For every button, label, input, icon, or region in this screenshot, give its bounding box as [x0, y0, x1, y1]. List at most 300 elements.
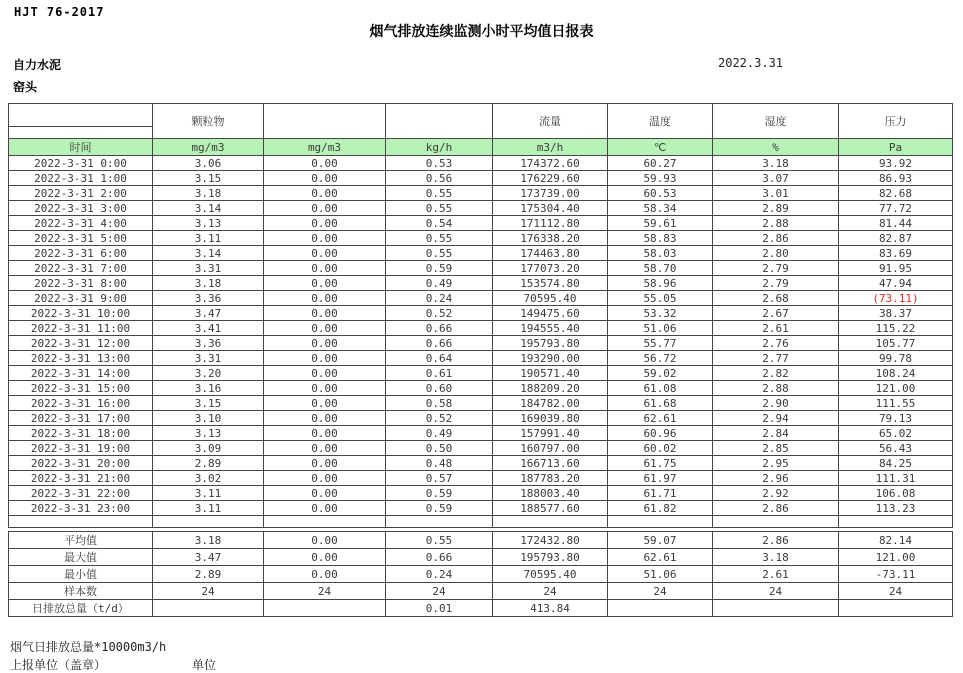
value-cell: 188209.20	[493, 381, 608, 396]
value-cell: 0.55	[386, 186, 493, 201]
summary-value-cell: 3.18	[713, 549, 839, 566]
summary-value-cell	[713, 600, 839, 617]
summary-value-cell	[839, 600, 953, 617]
value-cell: 2.96	[713, 471, 839, 486]
value-cell: 3.01	[713, 186, 839, 201]
value-cell: 0.57	[386, 471, 493, 486]
value-cell: 0.55	[386, 201, 493, 216]
value-cell: 0.24	[386, 291, 493, 306]
value-cell: 108.24	[839, 366, 953, 381]
value-cell: 174372.60	[493, 156, 608, 171]
table-row	[9, 501, 953, 516]
value-cell: 113.23	[839, 501, 953, 516]
value-cell: 2.94	[713, 411, 839, 426]
time-cell: 2022-3-31 9:00	[9, 291, 153, 306]
summary-value-cell	[264, 600, 386, 617]
value-cell: 0.55	[386, 231, 493, 246]
value-cell: 56.72	[608, 351, 713, 366]
summary-value-cell: 2.61	[713, 566, 839, 583]
value-cell: 3.02	[153, 471, 264, 486]
value-cell: 0.00	[264, 351, 386, 366]
empty-cell	[9, 516, 153, 528]
value-cell: 58.03	[608, 246, 713, 261]
value-cell: 153574.80	[493, 276, 608, 291]
value-cell: 0.00	[264, 216, 386, 231]
time-cell: 2022-3-31 2:00	[9, 186, 153, 201]
empty-cell	[264, 516, 386, 528]
value-cell: 105.77	[839, 336, 953, 351]
empty-cell	[713, 516, 839, 528]
value-cell: 3.31	[153, 261, 264, 276]
value-cell: 3.10	[153, 411, 264, 426]
table-row	[9, 321, 953, 336]
summary-value-cell: 0.66	[386, 549, 493, 566]
group-header-empty-cell	[386, 104, 493, 139]
value-cell: 171112.80	[493, 216, 608, 231]
summary-value-cell: 121.00	[839, 549, 953, 566]
summary-label-cell: 最大值	[9, 549, 153, 566]
value-cell: 173739.00	[493, 186, 608, 201]
table-row	[9, 396, 953, 411]
value-cell: 195793.80	[493, 336, 608, 351]
summary-value-cell: 59.07	[608, 532, 713, 549]
value-cell: 2.84	[713, 426, 839, 441]
time-cell: 2022-3-31 10:00	[9, 306, 153, 321]
report-table-area	[8, 103, 954, 617]
value-cell: 2.77	[713, 351, 839, 366]
time-cell: 2022-3-31 7:00	[9, 261, 153, 276]
value-cell: 3.07	[713, 171, 839, 186]
summary-row	[9, 583, 953, 600]
summary-row	[9, 566, 953, 583]
summary-value-cell: 0.00	[264, 549, 386, 566]
value-cell: 3.09	[153, 441, 264, 456]
summary-row	[9, 532, 953, 549]
company-name: 自力水泥	[13, 58, 62, 72]
table-row	[9, 276, 953, 291]
value-cell: 61.75	[608, 456, 713, 471]
value-cell: 0.66	[386, 336, 493, 351]
value-cell: 188003.40	[493, 486, 608, 501]
value-cell: 3.14	[153, 201, 264, 216]
value-cell: 3.11	[153, 501, 264, 516]
empty-cell	[153, 516, 264, 528]
group-header-empty-cell	[264, 104, 386, 139]
time-cell: 2022-3-31 15:00	[9, 381, 153, 396]
value-cell: 0.00	[264, 411, 386, 426]
value-cell: 111.55	[839, 396, 953, 411]
table-row	[9, 351, 953, 366]
value-cell: 2.89	[153, 456, 264, 471]
value-cell: 84.25	[839, 456, 953, 471]
table-row	[9, 216, 953, 231]
value-cell: 160797.00	[493, 441, 608, 456]
value-cell: 0.52	[386, 306, 493, 321]
value-cell: 0.00	[264, 246, 386, 261]
value-cell: 176338.20	[493, 231, 608, 246]
value-cell: 61.68	[608, 396, 713, 411]
table-row	[9, 246, 953, 261]
summary-label-cell: 日排放总量（t/d）	[9, 600, 153, 617]
summary-value-cell: 24	[386, 583, 493, 600]
value-cell: (73.11)	[839, 291, 953, 306]
table-row	[9, 291, 953, 306]
value-cell: 2.68	[713, 291, 839, 306]
value-cell: 86.93	[839, 171, 953, 186]
value-cell: 58.34	[608, 201, 713, 216]
value-cell: 82.68	[839, 186, 953, 201]
value-cell: 56.43	[839, 441, 953, 456]
value-cell: 3.20	[153, 366, 264, 381]
unit-header-cell: %	[713, 139, 839, 156]
corner-cell-bottom	[9, 127, 153, 139]
value-cell: 194555.40	[493, 321, 608, 336]
value-cell: 58.96	[608, 276, 713, 291]
table-row	[9, 366, 953, 381]
value-cell: 60.96	[608, 426, 713, 441]
value-cell: 3.36	[153, 336, 264, 351]
time-cell: 2022-3-31 1:00	[9, 171, 153, 186]
summary-value-cell: 82.14	[839, 532, 953, 549]
value-cell: 55.05	[608, 291, 713, 306]
value-cell: 61.82	[608, 501, 713, 516]
group-header-cell: 颗粒物	[153, 104, 264, 139]
time-cell: 2022-3-31 18:00	[9, 426, 153, 441]
value-cell: 184782.00	[493, 396, 608, 411]
value-cell: 0.00	[264, 456, 386, 471]
unit-header-cell: mg/m3	[264, 139, 386, 156]
summary-value-cell: 0.00	[264, 566, 386, 583]
value-cell: 0.00	[264, 261, 386, 276]
value-cell: 169039.80	[493, 411, 608, 426]
summary-value-cell: 172432.80	[493, 532, 608, 549]
table-row	[9, 411, 953, 426]
value-cell: 0.00	[264, 486, 386, 501]
value-cell: 190571.40	[493, 366, 608, 381]
standard-code: HJT 76-2017	[14, 5, 105, 19]
value-cell: 121.00	[839, 381, 953, 396]
value-cell: 61.97	[608, 471, 713, 486]
value-cell: 177073.20	[493, 261, 608, 276]
group-header-cell: 流量	[493, 104, 608, 139]
value-cell: 61.71	[608, 486, 713, 501]
value-cell: 0.49	[386, 276, 493, 291]
value-cell: 0.00	[264, 471, 386, 486]
value-cell: 55.77	[608, 336, 713, 351]
time-cell: 2022-3-31 12:00	[9, 336, 153, 351]
value-cell: 59.02	[608, 366, 713, 381]
summary-value-cell: 2.89	[153, 566, 264, 583]
value-cell: 60.02	[608, 441, 713, 456]
summary-value-cell: 24	[839, 583, 953, 600]
table-row	[9, 456, 953, 471]
table-row	[9, 171, 953, 186]
table-row	[9, 261, 953, 276]
value-cell: 0.00	[264, 381, 386, 396]
value-cell: 2.80	[713, 246, 839, 261]
value-cell: 111.31	[839, 471, 953, 486]
summary-table	[8, 531, 953, 617]
value-cell: 2.76	[713, 336, 839, 351]
unit-header-cell: mg/m3	[153, 139, 264, 156]
value-cell: 58.70	[608, 261, 713, 276]
value-cell: 115.22	[839, 321, 953, 336]
value-cell: 2.89	[713, 201, 839, 216]
value-cell: 91.95	[839, 261, 953, 276]
value-cell: 65.02	[839, 426, 953, 441]
value-cell: 38.37	[839, 306, 953, 321]
value-cell: 3.18	[713, 156, 839, 171]
value-cell: 93.92	[839, 156, 953, 171]
summary-value-cell: 0.01	[386, 600, 493, 617]
unit-label: 单位	[192, 658, 217, 672]
value-cell: 174463.80	[493, 246, 608, 261]
value-cell: 166713.60	[493, 456, 608, 471]
value-cell: 175304.40	[493, 201, 608, 216]
value-cell: 0.00	[264, 231, 386, 246]
summary-label-cell: 最小值	[9, 566, 153, 583]
value-cell: 2.82	[713, 366, 839, 381]
table-row	[9, 186, 953, 201]
value-cell: 0.59	[386, 261, 493, 276]
value-cell: 99.78	[839, 351, 953, 366]
summary-value-cell: 24	[493, 583, 608, 600]
report-date: 2022.3.31	[718, 56, 784, 70]
summary-value-cell: 62.61	[608, 549, 713, 566]
value-cell: 53.32	[608, 306, 713, 321]
report-unit-label: 上报单位（盖章）	[10, 658, 107, 672]
value-cell: 2.79	[713, 276, 839, 291]
unit-header-cell: kg/h	[386, 139, 493, 156]
table-row	[9, 231, 953, 246]
summary-value-cell: 413.84	[493, 600, 608, 617]
value-cell: 83.69	[839, 246, 953, 261]
value-cell: 0.64	[386, 351, 493, 366]
summary-label-cell: 样本数	[9, 583, 153, 600]
value-cell: 51.06	[608, 321, 713, 336]
value-cell: 3.47	[153, 306, 264, 321]
value-cell: 3.13	[153, 216, 264, 231]
page-title: 烟气排放连续监测小时平均值日报表	[369, 24, 594, 40]
value-cell: 0.58	[386, 396, 493, 411]
value-cell: 59.61	[608, 216, 713, 231]
summary-value-cell: 24	[153, 583, 264, 600]
summary-value-cell: 70595.40	[493, 566, 608, 583]
value-cell: 106.08	[839, 486, 953, 501]
value-cell: 0.59	[386, 501, 493, 516]
time-cell: 2022-3-31 5:00	[9, 231, 153, 246]
summary-value-cell	[153, 600, 264, 617]
value-cell: 149475.60	[493, 306, 608, 321]
value-cell: 188577.60	[493, 501, 608, 516]
table-row	[9, 306, 953, 321]
unit-header-row	[9, 139, 953, 156]
value-cell: 0.53	[386, 156, 493, 171]
value-cell: 0.49	[386, 426, 493, 441]
value-cell: 0.00	[264, 336, 386, 351]
time-cell: 2022-3-31 6:00	[9, 246, 153, 261]
value-cell: 0.00	[264, 291, 386, 306]
summary-value-cell: 24	[264, 583, 386, 600]
value-cell: 0.00	[264, 501, 386, 516]
value-cell: 2.95	[713, 456, 839, 471]
value-cell: 2.61	[713, 321, 839, 336]
value-cell: 0.00	[264, 276, 386, 291]
value-cell: 82.87	[839, 231, 953, 246]
time-cell: 2022-3-31 22:00	[9, 486, 153, 501]
time-header-cell: 时间	[9, 139, 153, 156]
value-cell: 59.93	[608, 171, 713, 186]
table-row	[9, 426, 953, 441]
time-cell: 2022-3-31 19:00	[9, 441, 153, 456]
empty-cell	[839, 516, 953, 528]
table-row	[9, 201, 953, 216]
summary-row	[9, 600, 953, 617]
summary-value-cell: 24	[608, 583, 713, 600]
summary-value-cell: 0.24	[386, 566, 493, 583]
value-cell: 0.00	[264, 441, 386, 456]
summary-value-cell	[608, 600, 713, 617]
table-row	[9, 441, 953, 456]
value-cell: 0.00	[264, 396, 386, 411]
summary-row	[9, 549, 953, 566]
table-row	[9, 486, 953, 501]
group-header-cell: 温度	[608, 104, 713, 139]
time-cell: 2022-3-31 4:00	[9, 216, 153, 231]
time-cell: 2022-3-31 3:00	[9, 201, 153, 216]
group-header-cell: 湿度	[713, 104, 839, 139]
time-cell: 2022-3-31 16:00	[9, 396, 153, 411]
value-cell: 0.60	[386, 381, 493, 396]
value-cell: 0.56	[386, 171, 493, 186]
value-cell: 60.27	[608, 156, 713, 171]
time-cell: 2022-3-31 17:00	[9, 411, 153, 426]
value-cell: 2.86	[713, 501, 839, 516]
summary-value-cell: -73.11	[839, 566, 953, 583]
value-cell: 0.00	[264, 306, 386, 321]
value-cell: 0.66	[386, 321, 493, 336]
value-cell: 3.14	[153, 246, 264, 261]
value-cell: 79.13	[839, 411, 953, 426]
value-cell: 0.00	[264, 426, 386, 441]
summary-value-cell: 51.06	[608, 566, 713, 583]
table-row	[9, 381, 953, 396]
value-cell: 2.67	[713, 306, 839, 321]
value-cell: 2.85	[713, 441, 839, 456]
value-cell: 70595.40	[493, 291, 608, 306]
summary-value-cell: 195793.80	[493, 549, 608, 566]
value-cell: 0.52	[386, 411, 493, 426]
value-cell: 0.00	[264, 171, 386, 186]
value-cell: 0.00	[264, 366, 386, 381]
value-cell: 3.11	[153, 486, 264, 501]
value-cell: 3.18	[153, 276, 264, 291]
corner-cell-top	[9, 104, 153, 127]
value-cell: 62.61	[608, 411, 713, 426]
empty-cell	[493, 516, 608, 528]
summary-value-cell: 2.86	[713, 532, 839, 549]
summary-value-cell: 24	[713, 583, 839, 600]
value-cell: 0.00	[264, 186, 386, 201]
value-cell: 0.55	[386, 246, 493, 261]
summary-value-cell: 0.00	[264, 532, 386, 549]
value-cell: 58.83	[608, 231, 713, 246]
value-cell: 77.72	[839, 201, 953, 216]
value-cell: 2.88	[713, 216, 839, 231]
value-cell: 3.06	[153, 156, 264, 171]
value-cell: 60.53	[608, 186, 713, 201]
value-cell: 3.11	[153, 231, 264, 246]
value-cell: 2.90	[713, 396, 839, 411]
value-cell: 3.15	[153, 171, 264, 186]
unit-header-cell: ℃	[608, 139, 713, 156]
value-cell: 157991.40	[493, 426, 608, 441]
value-cell: 47.94	[839, 276, 953, 291]
value-cell: 0.48	[386, 456, 493, 471]
value-cell: 3.18	[153, 186, 264, 201]
station-name: 窑头	[13, 80, 38, 94]
value-cell: 176229.60	[493, 171, 608, 186]
value-cell: 61.08	[608, 381, 713, 396]
report-table	[8, 103, 953, 528]
value-cell: 2.79	[713, 261, 839, 276]
table-row	[9, 336, 953, 351]
time-cell: 2022-3-31 14:00	[9, 366, 153, 381]
value-cell: 0.00	[264, 201, 386, 216]
summary-value-cell: 0.55	[386, 532, 493, 549]
time-cell: 2022-3-31 8:00	[9, 276, 153, 291]
value-cell: 2.88	[713, 381, 839, 396]
time-cell: 2022-3-31 13:00	[9, 351, 153, 366]
time-cell: 2022-3-31 21:00	[9, 471, 153, 486]
time-cell: 2022-3-31 20:00	[9, 456, 153, 471]
value-cell: 0.61	[386, 366, 493, 381]
value-cell: 3.15	[153, 396, 264, 411]
group-header-cell: 压力	[839, 104, 953, 139]
summary-value-cell: 3.18	[153, 532, 264, 549]
flow-total-note: 烟气日排放总量*10000m3/h	[10, 640, 167, 654]
unit-header-cell: Pa	[839, 139, 953, 156]
value-cell: 0.00	[264, 321, 386, 336]
value-cell: 81.44	[839, 216, 953, 231]
value-cell: 3.13	[153, 426, 264, 441]
value-cell: 3.31	[153, 351, 264, 366]
summary-label-cell: 平均值	[9, 532, 153, 549]
value-cell: 0.59	[386, 486, 493, 501]
value-cell: 3.36	[153, 291, 264, 306]
value-cell: 0.00	[264, 156, 386, 171]
value-cell: 3.41	[153, 321, 264, 336]
time-cell: 2022-3-31 0:00	[9, 156, 153, 171]
value-cell: 0.54	[386, 216, 493, 231]
header-group-row	[9, 104, 953, 127]
value-cell: 193290.00	[493, 351, 608, 366]
empty-cell	[386, 516, 493, 528]
table-row	[9, 471, 953, 486]
time-cell: 2022-3-31 23:00	[9, 501, 153, 516]
empty-row	[9, 516, 953, 528]
value-cell: 3.16	[153, 381, 264, 396]
value-cell: 2.92	[713, 486, 839, 501]
time-cell: 2022-3-31 11:00	[9, 321, 153, 336]
unit-header-cell: m3/h	[493, 139, 608, 156]
value-cell: 2.86	[713, 231, 839, 246]
value-cell: 187783.20	[493, 471, 608, 486]
summary-value-cell: 3.47	[153, 549, 264, 566]
value-cell: 0.50	[386, 441, 493, 456]
table-row	[9, 156, 953, 171]
empty-cell	[608, 516, 713, 528]
